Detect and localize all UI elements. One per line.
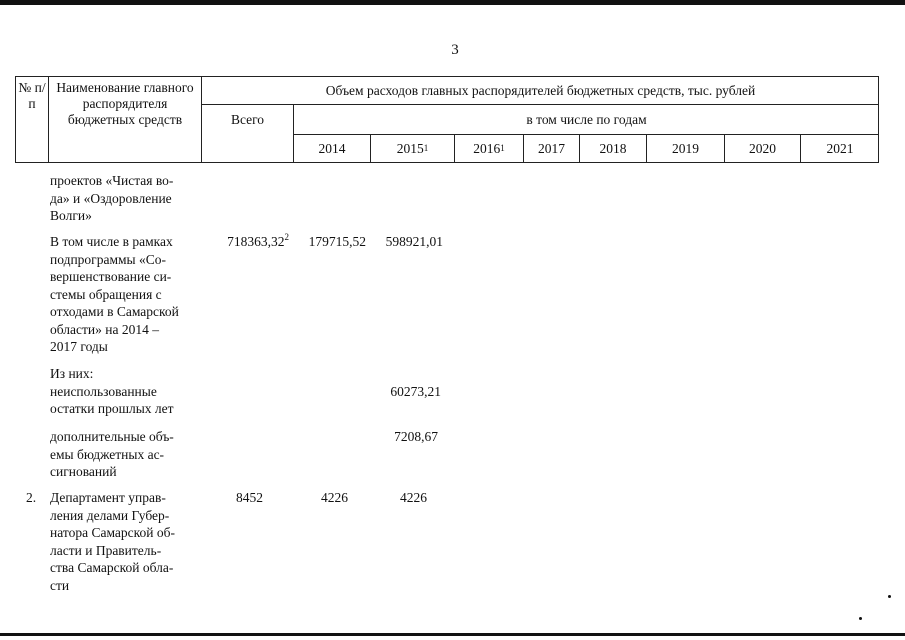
row-dept-name: Департамент управ- ления делами Губер- натора Самарской об- ласти и Правитель- ства Самарской обла- сти [50,490,175,593]
year-2021: 2021 [826,141,854,156]
row-additional-2015: 7208,67 [394,429,438,444]
row-subprogram-name: В том числе в рамках подпрограммы «Со- вершенствование си- стемы обращения с отходами в Самарской области» на 2014 – 2017 годы [50,234,179,354]
row-of-them-2015: 60273,21 [390,384,441,399]
header-by-years: в том числе по годам [526,111,647,127]
row-subprogram-total: 718363,32$^2$ [227,231,289,249]
year-2016: 2016 $^1$ [473,141,505,156]
row-of-them-name: Из них: неиспользованные остатки прошлых лет [50,366,174,416]
row-subprogram-2015: 598921,01 [385,234,443,249]
header-volume: Объем расходов главных распорядителей бюджетных средств, тыс. рублей [325,82,756,98]
row-dept-2014: 4226 [321,490,348,505]
row-continuation-name: проектов «Чистая во- да» и «Оздоровление Волги» [50,173,174,223]
year-2020: 2020 [749,141,776,156]
header-no: № п/п [18,80,46,111]
header-total: Всего [230,111,265,127]
row-subprogram-2014: 179715,52 [308,234,366,249]
row-dept-no: 2. [26,490,37,505]
speck-mark [859,617,862,620]
year-2014: 2014 [318,141,346,156]
year-2017: 2017 [538,141,565,156]
header-name: Наименование главного распорядителя бюджетных средств [56,80,194,127]
year-2019: 2019 [672,141,699,156]
bottom-border-bar [0,633,905,636]
page-number: 3 [451,42,459,58]
row-dept-2015: 4226 [400,490,427,505]
speck-mark [888,595,891,598]
row-additional-name: дополнительные объ- емы бюджетных ас- сигнований [50,429,174,479]
top-border-bar [0,0,905,5]
year-2015: 2015 $^1$ [396,141,429,156]
year-2018: 2018 [599,141,627,156]
row-dept-total: 8452 [236,490,263,505]
